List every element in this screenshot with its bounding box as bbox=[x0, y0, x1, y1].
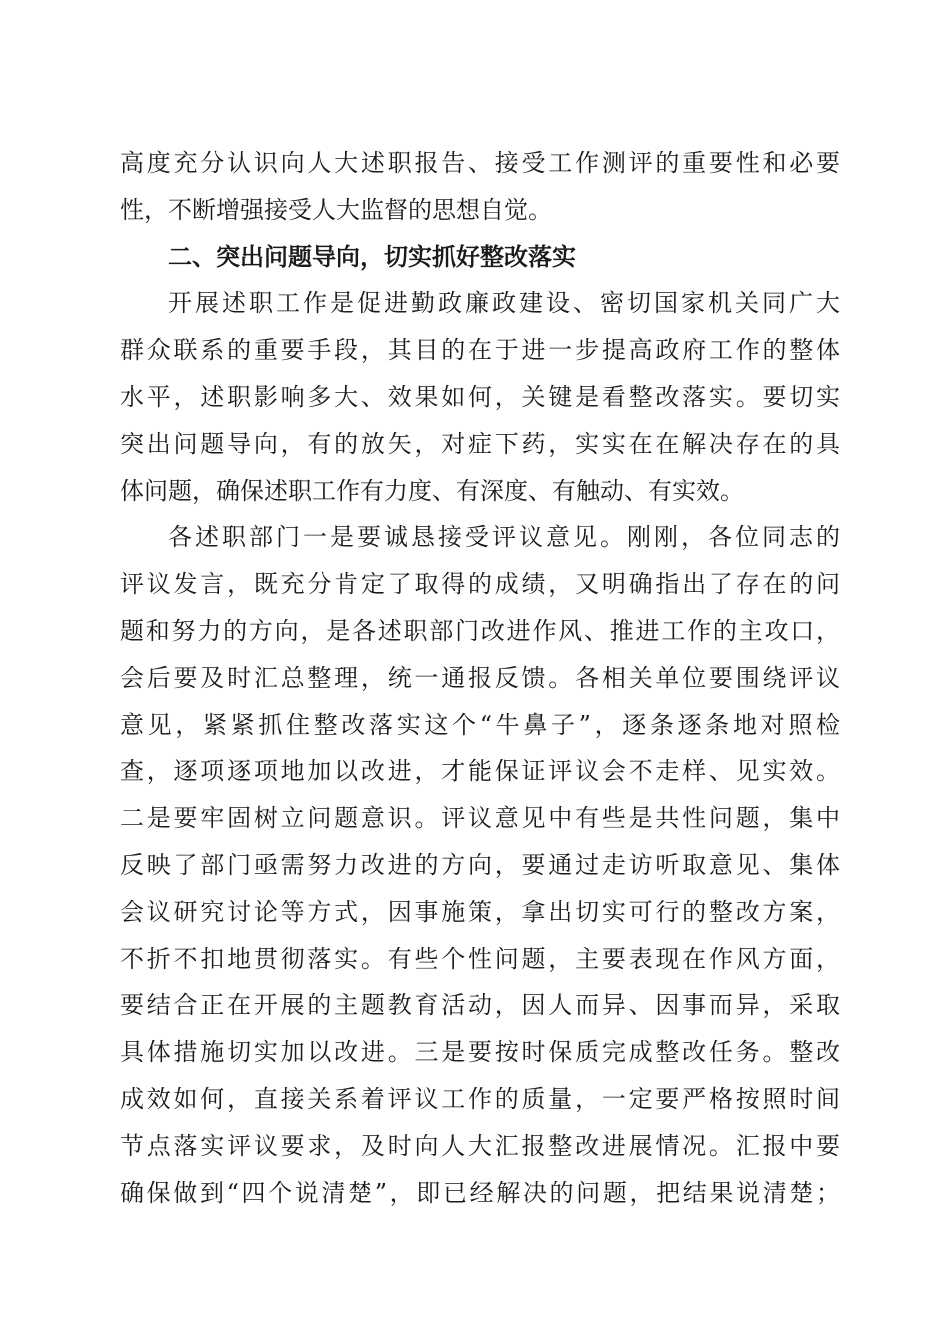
text-line: 水平，述职影响多大、效果如何，关键是看整改落实。要切实 bbox=[120, 382, 840, 411]
paragraph-continued bbox=[120, 140, 840, 234]
text-line: 确保做到“四个说清楚”，即已经解决的问题，把结果说清楚； bbox=[120, 1178, 840, 1207]
section-heading-text: 二、突出问题导向，切实抓好整改落实 bbox=[168, 242, 576, 271]
text-line: 高度充分认识向人大述职报告、接受工作测评的重要性和必要 bbox=[120, 149, 840, 177]
text-line: 反映了部门亟需努力改进的方向，要通过走访听取意见、集体 bbox=[120, 850, 840, 879]
text-line: 题和努力的方向，是各述职部门改进作风、推进工作的主攻口， bbox=[120, 616, 840, 645]
text-line: 各述职部门一是要诚恳接受评议意见。刚刚，各位同志的 bbox=[168, 523, 840, 552]
text-line: 查，逐项逐项地加以改进，才能保证评议会不走样、见实效。 bbox=[120, 757, 840, 786]
paragraph-2 bbox=[120, 514, 840, 1216]
text-line: 群众联系的重要手段，其目的在于进一步提高政府工作的整体 bbox=[120, 336, 840, 365]
text-line: 会后要及时汇总整理，统一通报反馈。各相关单位要围绕评议 bbox=[120, 663, 840, 692]
paragraph-1 bbox=[120, 280, 840, 514]
text-line: 体问题，确保述职工作有力度、有深度、有触动、有实效。 bbox=[120, 476, 744, 505]
text-line: 节点落实评议要求，及时向人大汇报整改进展情况。汇报中要 bbox=[120, 1131, 840, 1160]
text-line: 评议发言，既充分肯定了取得的成绩，又明确指出了存在的问 bbox=[120, 570, 840, 599]
section-heading bbox=[120, 234, 840, 281]
text-line: 二是要牢固树立问题意识。评议意见中有些是共性问题，集中 bbox=[120, 804, 840, 833]
text-line: 不折不扣地贯彻落实。有些个性问题，主要表现在作风方面， bbox=[120, 944, 840, 973]
text-line: 意见，紧紧抓住整改落实这个“牛鼻子”，逐条逐条地对照检 bbox=[120, 710, 840, 739]
text-line: 要结合正在开展的主题教育活动，因人而异、因事而异，采取 bbox=[120, 991, 840, 1020]
text-line: 突出问题导向，有的放矢，对症下药，实实在在解决存在的具 bbox=[120, 429, 840, 458]
text-line: 具体措施切实加以改进。三是要按时保质完成整改任务。整改 bbox=[120, 1038, 840, 1067]
text-line: 会议研究讨论等方式，因事施策，拿出切实可行的整改方案， bbox=[120, 897, 840, 926]
text-line: 成效如何，直接关系着评议工作的质量，一定要严格按照时间 bbox=[120, 1084, 840, 1113]
document-body bbox=[120, 140, 840, 1216]
text-line: 开展述职工作是促进勤政廉政建设、密切国家机关同广大 bbox=[168, 289, 840, 318]
text-line: 性，不断增强接受人大监督的思想自觉。 bbox=[120, 195, 552, 224]
